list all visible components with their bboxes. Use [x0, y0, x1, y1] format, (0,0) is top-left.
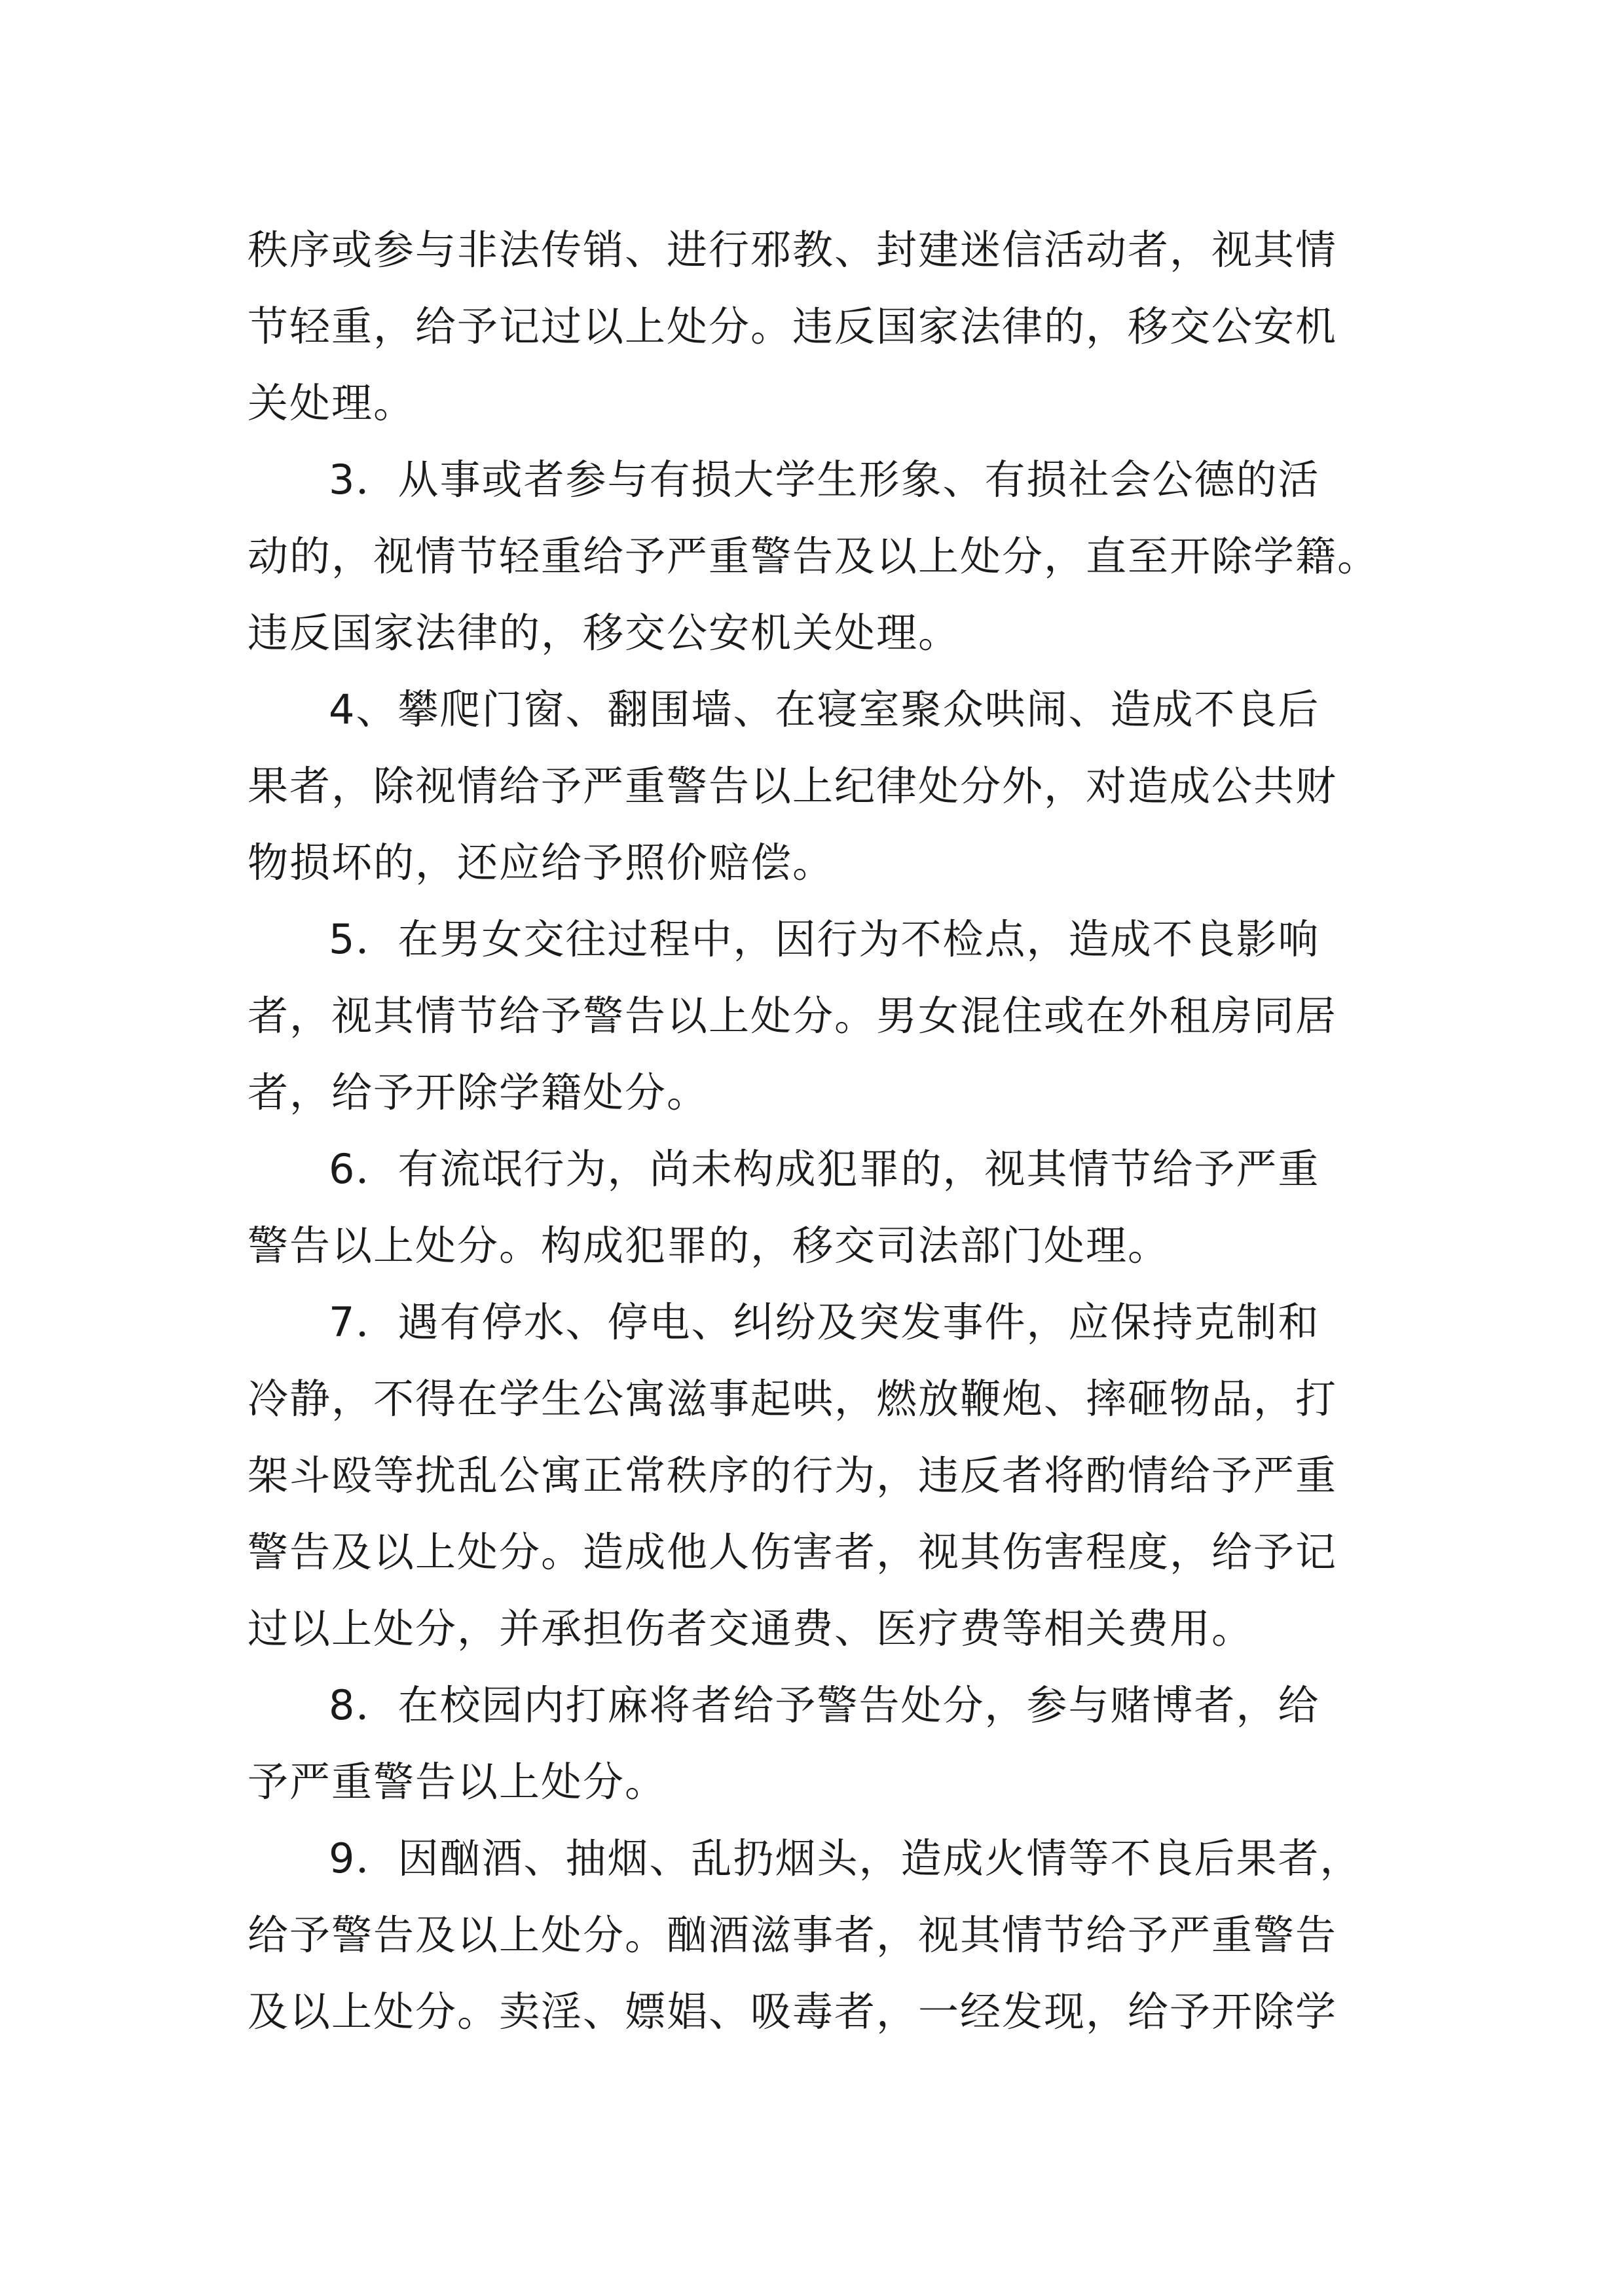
text-line: 关处理。 [248, 379, 416, 427]
text-line: 予严重警告以上处分。 [248, 1758, 667, 1806]
text-line: 者，视其情节给予警告以上处分。男女混住或在外租房同居 [248, 992, 1338, 1040]
paragraph-start-line: 9．因酗酒、抽烟、乱扔烟头，造成火情等不良后果者， [329, 1834, 1362, 1882]
text-line: 物损坏的，还应给予照价赔偿。 [248, 839, 835, 886]
document-body [248, 211, 1387, 2050]
paragraph-start-line: 4、攀爬门窗、翻围墙、在寝室聚众哄闹、造成不良后 [329, 685, 1320, 733]
text-line: 节轻重，给予记过以上处分。违反国家法律的，移交公安机 [248, 302, 1338, 350]
text-line: 及以上处分。卖淫、嫖娼、吸毒者，一经发现，给予开除学 [248, 1988, 1338, 2035]
text-line: 冷静，不得在学生公寓滋事起哄，燃放鞭炮、摔砸物品，打 [248, 1375, 1338, 1423]
text-line: 违反国家法律的，移交公安机关处理。 [248, 609, 961, 657]
paragraph-start-line: 6．有流氓行为，尚未构成犯罪的，视其情节给予严重 [329, 1145, 1320, 1193]
paragraph-start-line: 3．从事或者参与有损大学生形象、有损社会公德的活 [329, 456, 1320, 503]
text-line: 者，给予开除学籍处分。 [248, 1068, 709, 1116]
paragraph-start-line: 5．在男女交往过程中，因行为不检点，造成不良影响 [329, 915, 1320, 963]
paragraph-start-line: 8．在校园内打麻将者给予警告处分，参与赌博者，给 [329, 1681, 1320, 1729]
text-line: 架斗殴等扰乱公寓正常秩序的行为，违反者将酌情给予严重 [248, 1451, 1338, 1499]
text-line: 过以上处分，并承担伤者交通费、医疗费等相关费用。 [248, 1605, 1254, 1652]
paragraph-start-line: 7．遇有停水、停电、纠纷及突发事件，应保持克制和 [329, 1298, 1320, 1346]
text-line: 果者，除视情给予严重警告以上纪律处分外，对造成公共财 [248, 762, 1338, 810]
text-line: 警告及以上处分。造成他人伤害者，视其伤害程度，给予记 [248, 1528, 1338, 1576]
text-line: 给予警告及以上处分。酗酒滋事者，视其情节给予严重警告 [248, 1911, 1338, 1959]
text-line: 警告以上处分。构成犯罪的，移交司法部门处理。 [248, 1222, 1170, 1269]
text-line: 动的，视情节轻重给予严重警告及以上处分，直至开除学籍。 [248, 532, 1380, 580]
text-line: 秩序或参与非法传销、进行邪教、封建迷信活动者，视其情 [248, 226, 1338, 274]
